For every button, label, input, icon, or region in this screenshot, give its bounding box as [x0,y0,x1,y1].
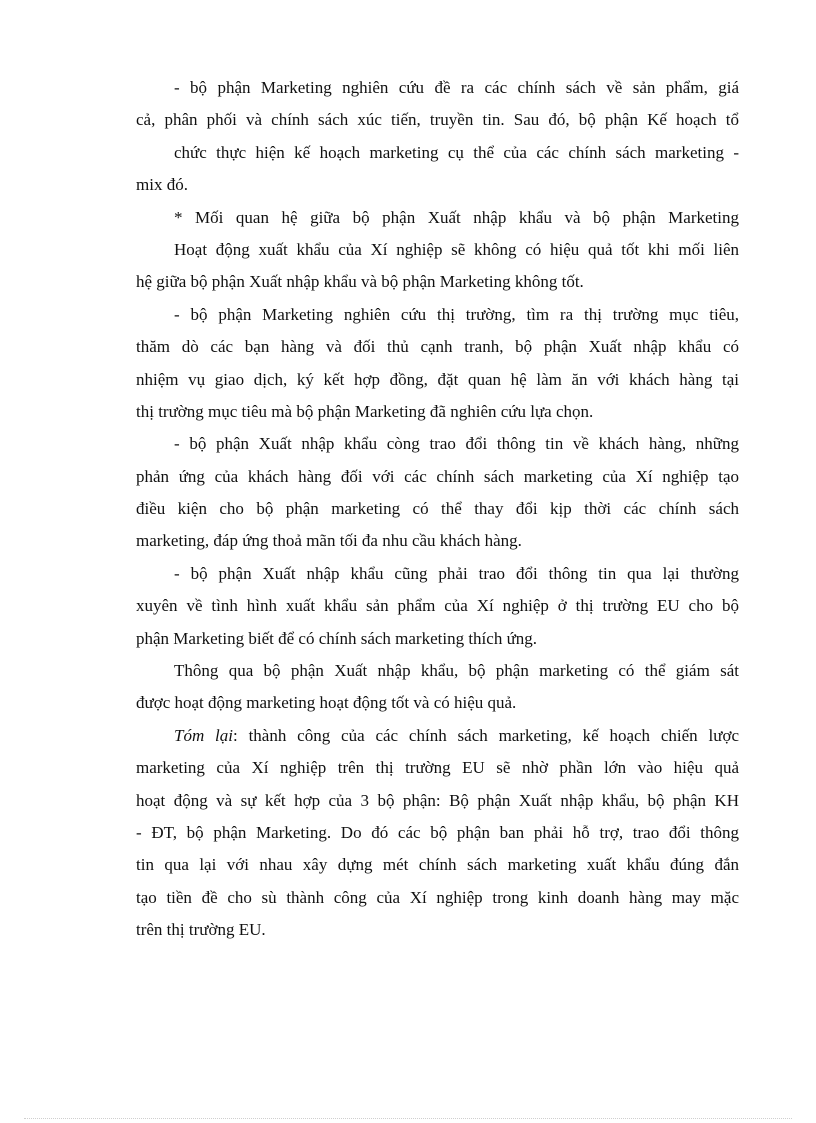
text-line: - bộ phận Marketing nghiên cứu thị trường, tìm ra thị trường mục tiêu, [174,304,739,324]
text-line: trên thị trường EU. [136,920,266,940]
text-line: điều kiện cho bộ phận marketing có thể thay đổi kịp thời các chính sách [136,499,739,519]
text-line: thị trường mục tiêu mà bộ phận Marketing đã nghiên cứu lựa chọn. [136,401,594,421]
section-heading: * Mối quan hệ giữa bộ phận Xuất nhập khẩu và bộ phận Marketing [174,207,739,227]
text-line: chức thực hiện kế hoạch marketing cụ thể của các chính sách marketing - [174,142,739,162]
text-line: Hoạt động xuất khẩu của Xí nghiệp sẽ không có hiệu quả tốt khi mối liên [174,239,739,259]
summary-text: : thành công của các chính sách marketing, kế hoạch chiến lược [233,725,739,745]
text-line: - bộ phận Marketing nghiên cứu đề ra các chính sách về sản phẩm, giá [174,78,739,97]
text-line: xuyên về tình hình xuất khẩu sản phẩm của Xí nghiệp ở thị trường EU cho bộ [136,596,739,616]
text-line: marketing, đáp ứng thoả mãn tối đa nhu cầu khách hàng. [136,531,522,551]
text-line: - ĐT, bộ phận Marketing. Do đó các bộ phận ban phải hỗ trợ, trao đổi thông [136,822,739,842]
text-line: hệ giữa bộ phận Xuất nhập khẩu và bộ phận Marketing không tốt. [136,272,584,292]
text-line: phản ứng của khách hàng đối với các chính sách marketing của Xí nghiệp tạo [136,466,739,486]
text-line: phận Marketing biết để có chính sách marketing thích ứng. [136,628,538,648]
text-line: nhiệm vụ giao dịch, ký kết hợp đồng, đặt quan hệ làm ăn với khách hàng tại [136,369,739,389]
text-line: tin qua lại với nhau xây dựng mét chính sách marketing xuất khẩu đúng đắn [136,855,739,875]
text-line: thăm dò các bạn hàng và đối thủ cạnh tranh, bộ phận Xuất nhập khẩu có [136,337,739,357]
text-line: hoạt động và sự kết hợp của 3 bộ phận: Bộ phận Xuất nhập khẩu, bộ phận KH [136,790,739,810]
summary-label: Tóm lại [174,725,234,745]
text-line: cả, phân phối và chính sách xúc tiến, truyền tin. Sau đó, bộ phận Kế hoạch tổ [136,110,739,130]
text-line: marketing của Xí nghiệp trên thị trường EU sẽ nhờ phần lớn vào hiệu quả [136,758,739,778]
text-line: tạo tiền đề cho sù thành công của Xí nghiệp trong kinh doanh hàng may mặc [136,887,739,907]
page-bottom-rule [24,1118,792,1119]
text-line: được hoạt động marketing hoạt động tốt và có hiệu quả. [136,693,517,713]
summary-line [136,720,739,752]
body-text [136,72,739,947]
text-line: Thông qua bộ phận Xuất nhập khẩu, bộ phận marketing có thể giám sát [174,661,739,681]
text-line: - bộ phận Xuất nhập khẩu cũng phải trao đổi thông tin qua lại thường [174,563,739,583]
text-line: mix đó. [136,175,188,195]
text-line: - bộ phận Xuất nhập khẩu còng trao đổi thông tin về khách hàng, những [174,434,739,454]
